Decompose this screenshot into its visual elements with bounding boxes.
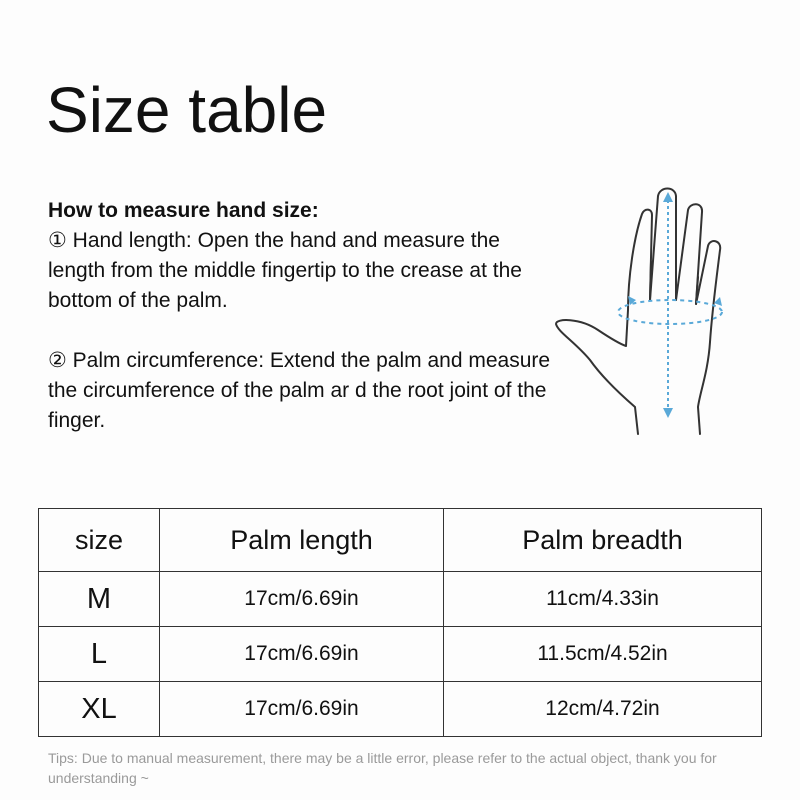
header-palm-breadth: Palm breadth bbox=[444, 509, 762, 572]
page-title: Size table bbox=[46, 74, 328, 146]
header-size: size bbox=[39, 509, 160, 572]
palm-length-cell: 17cm/6.69in bbox=[160, 682, 444, 737]
size-cell: L bbox=[39, 627, 160, 682]
palm-length-cell: 17cm/6.69in bbox=[160, 627, 444, 682]
instruction-hand-length: ① Hand length: Open the hand and measure the length from the middle fingertip to the crease at the bottom of the palm. bbox=[48, 229, 522, 312]
header-palm-length: Palm length bbox=[160, 509, 444, 572]
palm-length-cell: 17cm/6.69in bbox=[160, 572, 444, 627]
palm-breadth-cell: 11.5cm/4.52in bbox=[444, 627, 762, 682]
table-header-row bbox=[39, 509, 762, 572]
palm-breadth-cell: 12cm/4.72in bbox=[444, 682, 762, 737]
size-table bbox=[38, 508, 762, 737]
instructions-heading: How to measure hand size: bbox=[48, 199, 319, 222]
instruction-palm-circumference: ② Palm circumference: Extend the palm and measure the circumference of the palm ar d the root joint of the finger. bbox=[48, 349, 551, 432]
size-cell: XL bbox=[39, 682, 160, 737]
hand-measurement-icon bbox=[550, 182, 740, 437]
table-row bbox=[39, 627, 762, 682]
measurement-instructions bbox=[48, 196, 558, 436]
table-row bbox=[39, 572, 762, 627]
size-cell: M bbox=[39, 572, 160, 627]
tips-note: Tips: Due to manual measurement, there may be a little error, please refer to the actual object, thank you for understanding ~ bbox=[48, 750, 717, 786]
palm-breadth-cell: 11cm/4.33in bbox=[444, 572, 762, 627]
table-row bbox=[39, 682, 762, 737]
